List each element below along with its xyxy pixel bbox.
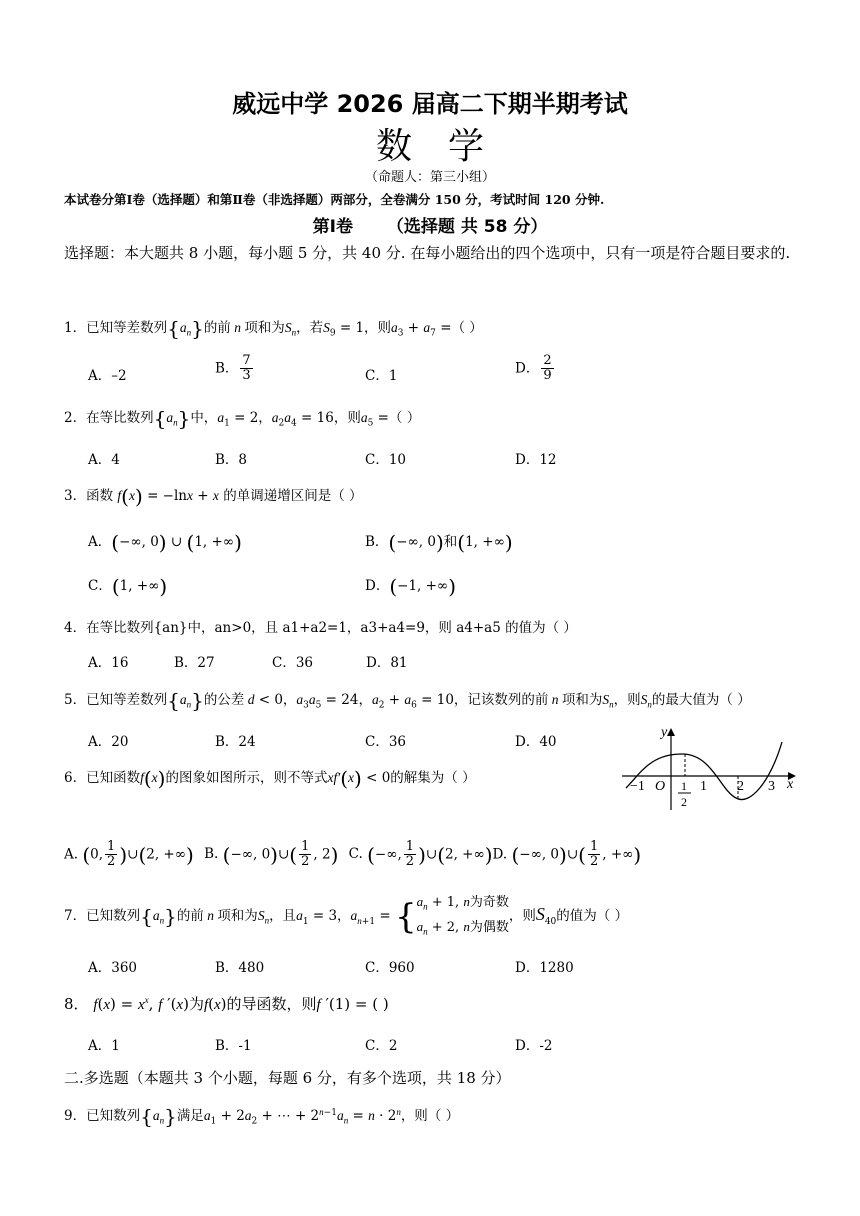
q7-case-odd: 为奇数 [469, 895, 509, 910]
part-desc: （选择题 共 58 分） [386, 217, 548, 237]
q1-text: （ ） [451, 320, 483, 336]
q3-b-mid: 和 [443, 534, 458, 550]
q9-text: 9．已知数列 [64, 1108, 141, 1124]
q7-option-c: C．960 [365, 960, 415, 976]
q2-option-c: C．10 [365, 452, 407, 468]
q3-text: 的单调递增区间是 [223, 488, 332, 504]
q7-text: ，则 [508, 908, 536, 925]
section-intro: 选择题：本大题共 8 小题，每小题 5 分，共 40 分. 在每小题给出的四个选项中，只有一项是符合题目要求的. [64, 244, 791, 262]
q6-c-label: C. [348, 846, 363, 863]
q3-d-label: D． [365, 578, 390, 594]
q7-text: 的值为（ ） [556, 908, 629, 925]
y-axis-arrow [667, 728, 675, 736]
q4-option-a: A．16 [88, 655, 129, 671]
q5-text: 项和为 [561, 692, 603, 708]
q1-text: ，则 [364, 320, 392, 336]
graph-label-x: x [787, 777, 794, 792]
q1-option-a: A．–2 [88, 368, 127, 384]
q7-case-even: 为偶数 [469, 919, 509, 935]
q8-option-c: C．2 [365, 1038, 398, 1054]
q5-text: 5．已知等差数列 [64, 692, 168, 708]
question-6: 6．已知函数f(x)的图象如图所示，则不等式xf′(x) < 0的解集为（ ） [64, 766, 476, 791]
function-graph [620, 722, 800, 814]
q1-option-c: C．1 [365, 368, 398, 384]
q7-option-b: B．480 [215, 960, 265, 976]
q2-text: ，则 [333, 410, 361, 426]
q1-b-num: 7 [242, 353, 251, 368]
q1-text: 1．已知等差数列 [64, 320, 168, 336]
q3-option-a: A．(−∞, 0) ∪ (1, +∞) [88, 530, 242, 555]
q2-text: 中， [190, 410, 218, 426]
q8-option-a: A．1 [88, 1038, 120, 1054]
q6-d-label: D. [492, 846, 508, 863]
question-4: 4．在等比数列{an}中，an>0，且 a1+a2=1，a3+a4=9，则 a4+a5 的值为（ ） [64, 620, 577, 636]
q7-option-a: A．360 [88, 960, 138, 976]
q3-text: （ ） [331, 488, 363, 504]
q7-text: ，且 [269, 908, 297, 925]
graph-label-half-num: 1 [681, 779, 687, 793]
q3-c-label: C． [88, 578, 112, 594]
author-line: （命题人：第三小组） [364, 170, 495, 185]
exam-title: 威远中学 2026 届高二下期半期考试 [232, 90, 628, 118]
q7-text: 的前 [176, 908, 204, 925]
q3-a-label: A． [88, 534, 112, 550]
q5-option-b: B．24 [215, 734, 256, 750]
q5-text: 的最大值为（ ） [651, 692, 751, 708]
graph-label-half-den: 2 [681, 795, 687, 809]
q2-option-a: A．4 [88, 452, 120, 468]
q5-text: ， [358, 692, 372, 708]
q2-option-d: D．12 [515, 452, 557, 468]
q3-option-b: B．(−∞, 0)和(1, +∞) [365, 530, 513, 555]
q9-text: 满足 [176, 1108, 204, 1124]
question-3: 3．函数 f(x) = −lnx + x 的单调递增区间是（ ） [64, 484, 363, 509]
q3-option-c: C．(1, +∞) [88, 574, 168, 599]
q8-option-b: B．-1 [215, 1038, 252, 1054]
q8-text: 的导函数，则 [226, 995, 317, 1013]
q5-option-a: A．20 [88, 734, 129, 750]
q4-option-b: B．27 [174, 655, 215, 671]
graph-label-one: 1 [700, 779, 707, 794]
q1-b-label: B． [215, 360, 239, 377]
q6-options: A. (0, $\frac{1}{2}$ )∪(2, +∞) B. (−∞, 0)∪( $\frac{1}{2}$ , 2) C. (−∞, $\frac{1}{2}$ )∪(2, +∞)D. (−∞, 0)∪( $\frac{1}{2}$ , +∞) [64, 839, 642, 870]
q2-text: 2．在等比数列 [64, 410, 154, 426]
question-5: 5．已知等差数列$\{a_n\}$的公差 d < 0，$a_3a_5 = 24$，$a_2 + a_6 = 10$，记该数列的前 n 项和为$S_n$，则$S_n$的最大值为（ ） [64, 688, 751, 713]
q1-option-b [215, 354, 255, 384]
q1-b-den: 3 [242, 368, 251, 384]
question-7: 7．已知数列$\{a_n\}$的前 n 项和为$S_n$，且$a_1 = 3$，$a_{n+1}$ = { $a_n + 1$, n为奇数 $a_n + 2$, n为偶数 ，则$S_{40}$的值为（ ） [64, 894, 629, 937]
q7-text: 7．已知数列 [64, 908, 141, 925]
q5-text: ，则 [613, 692, 641, 708]
q9-text: ，则（ ） [400, 1108, 460, 1124]
graph-label-origin: O [655, 779, 666, 794]
q5-text: ， [282, 692, 297, 708]
part-label: 第Ⅰ卷 [312, 217, 353, 237]
question-8: 8． $f(x) = x^x$, f ′(x)为f(x)的导函数，则f ′(1) = ( ) [64, 995, 389, 1013]
graph-label-neg-one: −1 [630, 779, 645, 794]
q8-option-d: D．-2 [515, 1038, 553, 1054]
q6-a-label: A. [64, 846, 79, 863]
q5-option-d: D．40 [515, 734, 557, 750]
exam-notice: 本试卷分第Ⅰ卷（选择题）和第Ⅱ卷（非选择题）两部分，全卷满分 150 分，考试时间 120 分钟. [64, 192, 605, 207]
q5-text: 的公差 [203, 692, 245, 708]
q8-text: 8． [64, 995, 89, 1013]
graph-label-two: 2 [737, 779, 744, 794]
q1-text: 项和为 [244, 320, 285, 336]
question-2: 2．在等比数列$\{a_n\}$中，$a_1 = 2$，$a_2a_4 = 16$，则$a_5$ =（ ） [64, 406, 421, 431]
q4-option-d: D．81 [366, 655, 408, 671]
q8-text: 为 [188, 995, 204, 1013]
q1-option-d [515, 354, 556, 384]
part-heading [0, 212, 860, 237]
q6-text: 的解集为（ ） [390, 770, 476, 786]
subject-title: 数学 [375, 126, 520, 167]
graph-label-y: y [661, 725, 668, 740]
q4-option-c: C．36 [272, 655, 314, 671]
q6-text: 的图象如图所示，则不等式 [165, 770, 328, 786]
q5-option-c: C．36 [365, 734, 407, 750]
q7-option-d: D．1280 [515, 960, 574, 976]
q2-text: （ ） [388, 410, 421, 426]
q3-text: 3．函数 [64, 488, 114, 504]
question-1: 1．已知等差数列$\{a_n\}$的前 n 项和为$S_n$，若$S_9 = 1$，则$a_3 + a_7$ =（ ） [64, 316, 483, 341]
q3-b-label: B． [365, 534, 389, 550]
q1-d-num: 2 [543, 353, 552, 368]
q1-text: ，若 [296, 320, 324, 336]
q7-text: ， [337, 908, 351, 925]
graph-label-three: 3 [768, 779, 775, 794]
q2-text: ， [258, 410, 272, 426]
q6-b-label: B. [204, 846, 219, 863]
q5-text: ，记该数列的前 [453, 692, 549, 708]
q1-d-label: D． [515, 360, 540, 377]
q2-option-b: B．8 [215, 452, 248, 468]
q7-text: 项和为 [217, 908, 258, 925]
q6-text: 6．已知函数 [64, 770, 141, 786]
question-9: 9．已知数列$\{a_n\}$满足$a_1 + 2a_2$ + ⋯ + $2^{n-1}a_n = n \cdot 2^n$，则（ ） [64, 1104, 460, 1129]
q3-option-d: D．(−1, +∞) [365, 574, 456, 599]
q1-text: 的前 [203, 320, 231, 336]
section-2-title: 二.多选题（本题共 3 个小题，每题 6 分，有多个选项，共 18 分） [64, 1069, 511, 1087]
q1-d-den: 9 [543, 368, 552, 384]
